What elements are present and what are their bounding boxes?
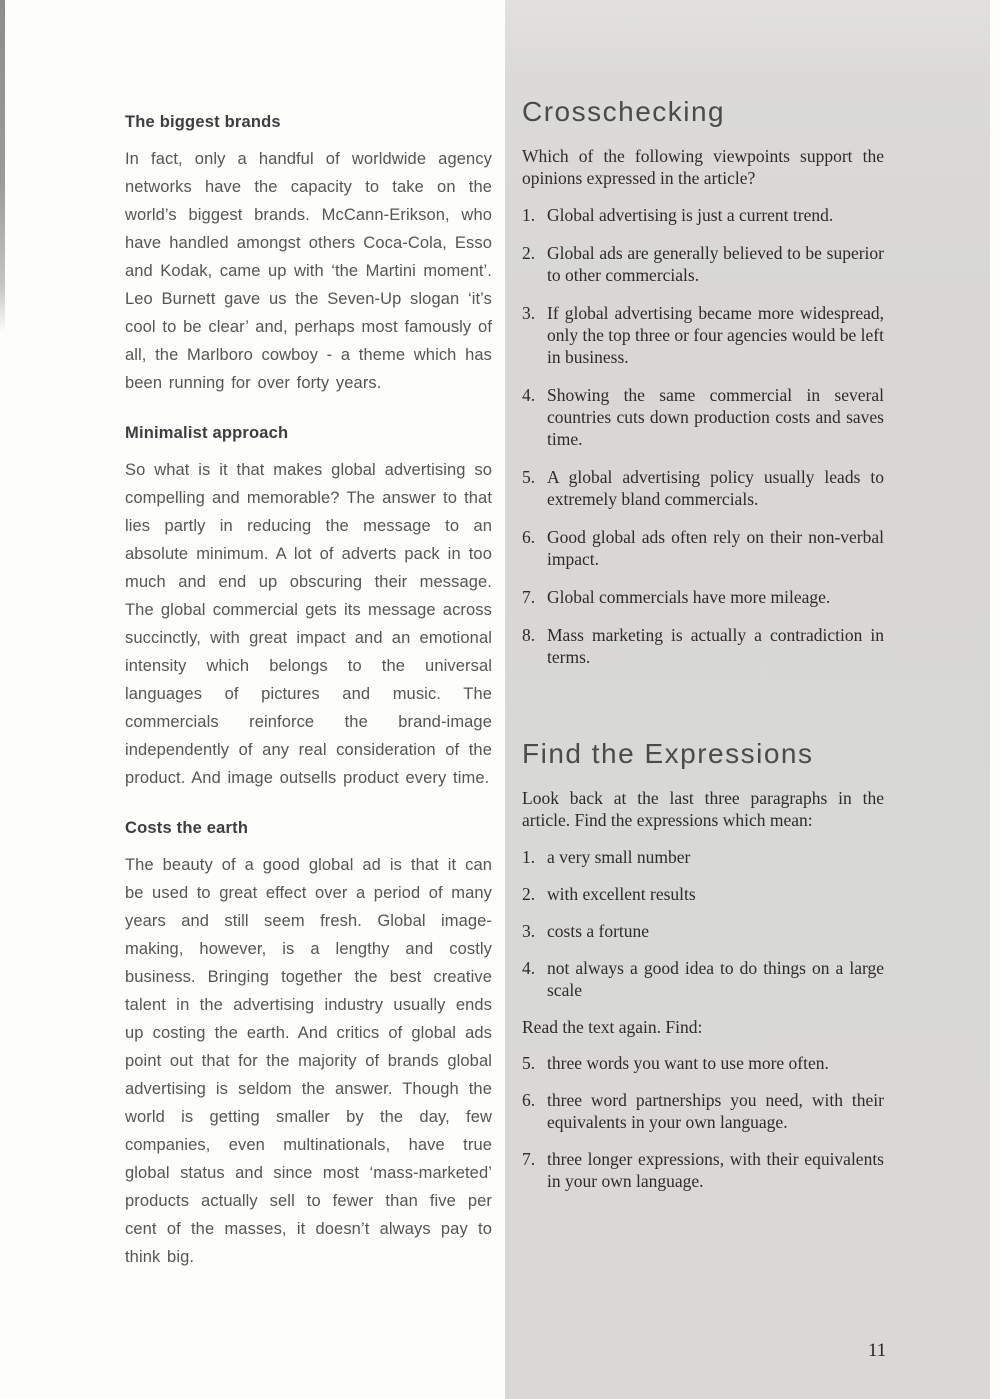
- item-text: Global ads are generally believed to be superior to other commercials.: [547, 243, 884, 285]
- section-paragraph: In fact, only a handful of worldwide agency networks have the capacity to take on the world’s biggest brands. McCann-Erikson, who have handled amongst others Coca-Cola, Esso and Kodak, came up with ‘the Martini moment’. Leo Burnett gave us the Seven-Up slogan ‘it’s cool to be clear’ and, perhaps most famously of all, the Marlboro cowboy - a theme which has been running for over forty years.: [125, 150, 492, 392]
- page-number: 11: [868, 1340, 887, 1361]
- article-section: [125, 112, 492, 397]
- item-text: a very small number: [547, 847, 691, 867]
- section-heading-biggest-brands: The biggest brands: [125, 113, 281, 131]
- item-text: Mass marketing is actually a contradiction in terms.: [547, 625, 884, 667]
- item-text: costs a fortune: [547, 921, 650, 941]
- item-text: with excellent results: [547, 884, 696, 904]
- item-number: 5.: [522, 467, 536, 487]
- scan-edge-artifact: [0, 0, 5, 334]
- item-number: 1.: [522, 205, 536, 225]
- find-expressions-item: [522, 957, 884, 1001]
- section-heading-costs-the-earth: Costs the earth: [125, 819, 249, 837]
- item-number: 5.: [522, 1053, 536, 1073]
- exercise-panel: [505, 0, 990, 1399]
- find-expressions-item: [522, 920, 884, 942]
- find-expressions-intro: Look back at the last three paragraphs in the article. Find the expressions which mean:: [522, 788, 884, 830]
- item-number: 6.: [522, 1090, 536, 1110]
- crosschecking-item: [522, 526, 884, 570]
- read-again-instruction: Read the text again. Find:: [522, 1017, 703, 1037]
- item-text: A global advertising policy usually leads to extremely bland commercials.: [547, 467, 884, 509]
- item-text: three words you want to use more often.: [547, 1053, 829, 1073]
- find-expressions-item: [522, 846, 884, 868]
- item-text: Good global ads often rely on their non-verbal impact.: [547, 527, 884, 569]
- item-text: Global advertising is just a current trend.: [547, 205, 834, 225]
- article-column: [125, 112, 492, 1297]
- crosschecking-item: [522, 586, 884, 608]
- item-text: Showing the same commercial in several countries cuts down production costs and saves time.: [547, 385, 884, 449]
- item-number: 4.: [522, 958, 536, 978]
- item-text: three word partnerships you need, with their equivalents in your own language.: [547, 1090, 884, 1132]
- item-number: 2.: [522, 243, 536, 263]
- item-number: 7.: [522, 587, 536, 607]
- item-text: Global commercials have more mileage.: [547, 587, 831, 607]
- find-expressions-item: [522, 1089, 884, 1133]
- item-text: If global advertising became more widespread, only the top three or four agencies would be left in business.: [547, 303, 884, 367]
- item-number: 7.: [522, 1149, 536, 1169]
- find-expressions-item: [522, 1052, 884, 1074]
- find-expressions-item: [522, 883, 884, 905]
- exercise-panel-content: [505, 0, 884, 1192]
- article-section: [125, 423, 492, 792]
- item-number: 1.: [522, 847, 536, 867]
- item-number: 8.: [522, 625, 536, 645]
- crosschecking-item: [522, 204, 884, 226]
- crosschecking-item: [522, 466, 884, 510]
- section-paragraph: So what is it that makes global advertising so compelling and memorable? The answer to that lies partly in reducing the message to an absolute minimum. A lot of adverts pack in too much and end up obscuring their message. The global commercial gets its message across succinctly, with great impact and an emotional intensity which belongs to the universal languages of pictures and music. The commercials reinforce the brand-image independently of any real consideration of the product. And image outsells product every time.: [125, 461, 492, 787]
- item-number: 2.: [522, 884, 536, 904]
- item-text: three longer expressions, with their equivalents in your own language.: [547, 1149, 884, 1191]
- crosschecking-item: [522, 624, 884, 668]
- crosschecking-title: Crosschecking: [522, 96, 726, 127]
- article-section: [125, 818, 492, 1271]
- find-expressions-section: [522, 738, 884, 1192]
- item-number: 4.: [522, 385, 536, 405]
- section-paragraph: The beauty of a good global ad is that it can be used to great effect over a period of many years and still seem fresh. Global image-making, however, is a lengthy and costly business. Bringing together the best creative talent in the advertising industry usually ends up costing the earth. And critics of global ads point out that for the majority of brands global advertising is seldom the answer. Though the world is getting smaller by the day, few companies, even multinationals, have true global status and since most ‘mass-marketed’ products actually sell to fewer than five per cent of the masses, it doesn’t always pay to think big.: [125, 856, 492, 1266]
- item-number: 6.: [522, 527, 536, 547]
- item-number: 3.: [522, 303, 536, 323]
- item-number: 3.: [522, 921, 536, 941]
- crosschecking-item: [522, 384, 884, 450]
- crosschecking-item: [522, 302, 884, 368]
- find-expressions-title: Find the Expressions: [522, 738, 814, 769]
- crosschecking-intro: Which of the following viewpoints support the opinions expressed in the article?: [522, 146, 884, 188]
- find-expressions-item: [522, 1148, 884, 1192]
- section-heading-minimalist-approach: Minimalist approach: [125, 424, 289, 442]
- item-text: not always a good idea to do things on a large scale: [547, 958, 884, 1000]
- crosschecking-item: [522, 242, 884, 286]
